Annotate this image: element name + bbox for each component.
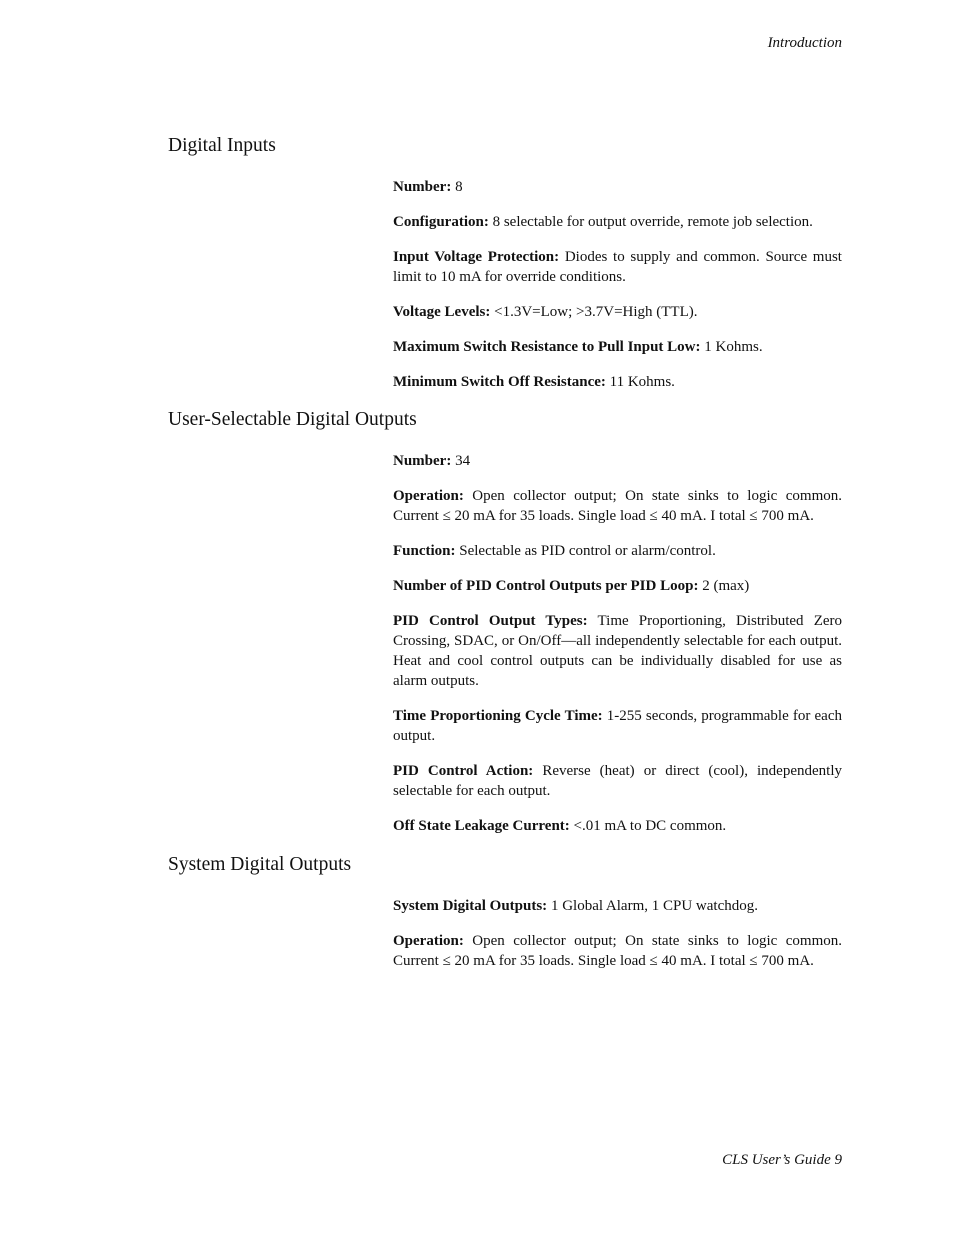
running-footer: CLS User’s Guide 9 — [722, 1152, 842, 1168]
spec-value: Selectable as PID control or alarm/control. — [455, 543, 716, 559]
spec-value: 34 — [451, 453, 471, 469]
section-title-user-selectable-digital-outputs: User-Selectable Digital Outputs — [168, 409, 417, 430]
spec-label: Number of PID Control Outputs per PID Loop: — [393, 578, 699, 594]
spec-label: Operation: — [393, 933, 464, 949]
section-title-system-digital-outputs: System Digital Outputs — [168, 854, 352, 875]
spec-value: Time Proportioning, Distributed Zero Crossing, SDAC, or On/Off—all independently selectable for each output. Heat and cool control outputs can be individually disabled for use as alarm outputs. — [393, 613, 843, 689]
spec-item — [393, 931, 842, 971]
spec-item — [393, 212, 842, 232]
spec-value: 1 Kohms. — [700, 339, 763, 355]
spec-value: 1 Global Alarm, 1 CPU watchdog. — [547, 898, 759, 914]
spec-list-system-digital-outputs — [393, 896, 842, 986]
section-title-digital-inputs: Digital Inputs — [168, 135, 276, 156]
spec-item — [393, 541, 842, 561]
spec-value: 1-255 seconds, programmable for each output. — [393, 708, 842, 744]
spec-label: Voltage Levels: — [393, 304, 491, 320]
spec-label: Function: — [393, 543, 456, 559]
spec-label: PID Control Output Types: — [393, 613, 588, 629]
spec-item — [393, 337, 842, 357]
spec-value: 2 (max) — [698, 578, 750, 594]
spec-label: Configuration: — [393, 214, 489, 230]
spec-value: 8 — [451, 179, 463, 195]
spec-value: Open collector output; On state sinks to logic common. Current ≤ 20 mA for 35 loads. Single load ≤ 40 mA. I total ≤ 700 mA. — [393, 488, 842, 524]
spec-list-user-selectable-digital-outputs — [393, 451, 842, 851]
spec-item — [393, 896, 842, 916]
spec-item — [393, 177, 842, 197]
spec-item — [393, 372, 842, 392]
spec-item — [393, 611, 842, 691]
spec-label: Input Voltage Protection: — [393, 249, 560, 265]
spec-item — [393, 302, 842, 322]
spec-value: Open collector output; On state sinks to logic common. Current ≤ 20 mA for 35 loads. Single load ≤ 40 mA. I total ≤ 700 mA. — [393, 933, 842, 969]
spec-label: Number: — [393, 179, 452, 195]
spec-item — [393, 247, 842, 287]
spec-value: Diodes to supply and common. Source must limit to 10 mA for override conditions. — [393, 249, 842, 285]
spec-item — [393, 451, 842, 471]
spec-value: <1.3V=Low; >3.7V=High (TTL). — [490, 304, 698, 320]
spec-label: Maximum Switch Resistance to Pull Input Low: — [393, 339, 701, 355]
spec-value: 8 selectable for output override, remote job selection. — [488, 214, 813, 230]
spec-item — [393, 761, 842, 801]
spec-label: Time Proportioning Cycle Time: — [393, 708, 603, 724]
running-header: Introduction — [767, 35, 842, 51]
spec-label: Minimum Switch Off Resistance: — [393, 374, 606, 390]
spec-value: 11 Kohms. — [605, 374, 675, 390]
spec-label: Off State Leakage Current: — [393, 818, 570, 834]
spec-list-digital-inputs — [393, 177, 842, 407]
spec-item — [393, 816, 842, 836]
spec-value: <.01 mA to DC common. — [569, 818, 727, 834]
spec-item — [393, 486, 842, 526]
spec-value: Reverse (heat) or direct (cool), independently selectable for each output. — [393, 763, 842, 799]
spec-label: Number: — [393, 453, 452, 469]
spec-label: System Digital Outputs: — [393, 898, 548, 914]
spec-label: Operation: — [393, 488, 464, 504]
spec-label: PID Control Action: — [393, 763, 534, 779]
spec-item — [393, 576, 842, 596]
spec-item — [393, 706, 842, 746]
